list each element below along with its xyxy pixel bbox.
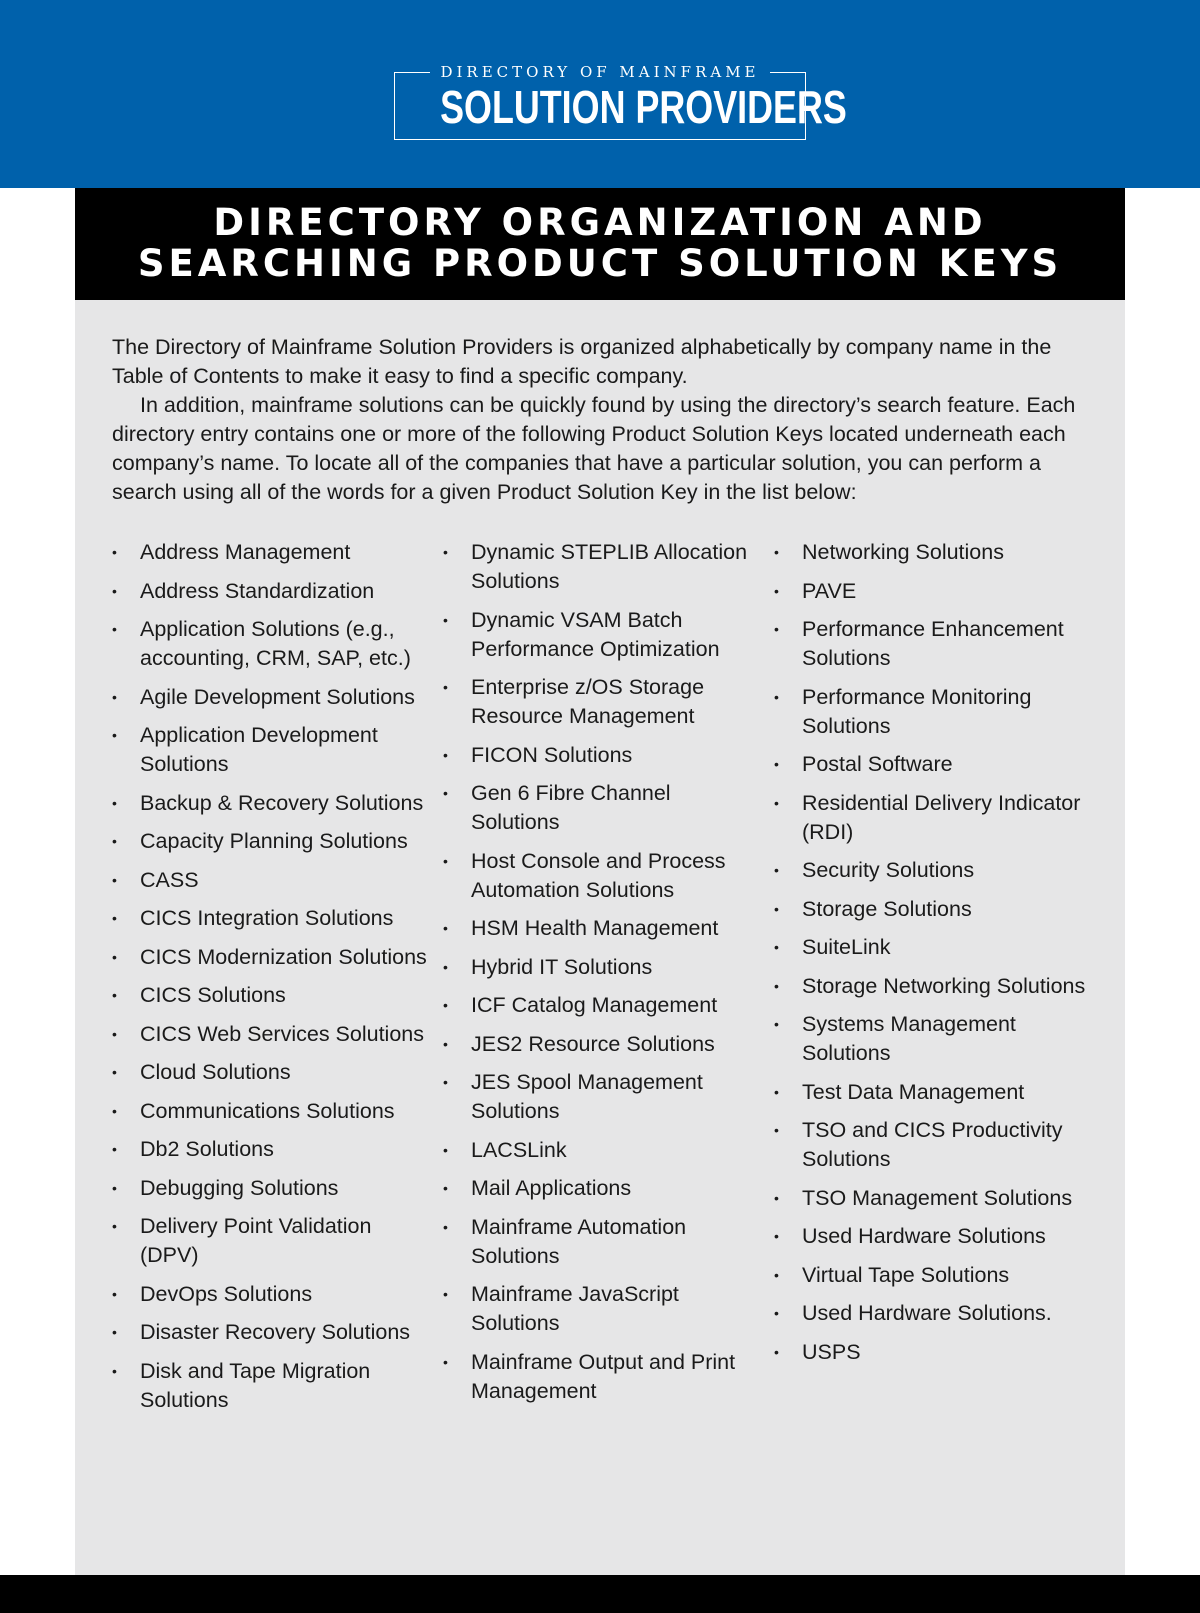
solution-key-label: Performance Enhancement Solutions <box>802 617 1064 670</box>
footer-band <box>0 1575 1200 1613</box>
solution-key-item <box>774 972 1104 1001</box>
page-title-line-2: SEARCHING PRODUCT SOLUTION KEYS <box>137 242 1063 285</box>
title-band <box>75 188 1125 300</box>
bullet-icon: • <box>112 1218 117 1234</box>
solution-key-label: Dynamic STEPLIB Allocation Solutions <box>471 540 748 593</box>
solution-key-item <box>774 895 1104 924</box>
bullet-icon: • <box>443 544 448 560</box>
solution-key-label: Used Hardware Solutions. <box>802 1301 1052 1325</box>
bullet-icon: • <box>774 1122 779 1138</box>
solution-key-label: Dynamic VSAM Batch Performance Optimization <box>471 607 720 661</box>
bullet-icon: • <box>112 1141 117 1157</box>
bullet-icon: • <box>112 582 117 599</box>
solution-key-item <box>774 577 1104 606</box>
solution-key-item <box>443 1068 753 1126</box>
solution-key-label: CICS Integration Solutions <box>140 906 394 930</box>
bullet-icon: • <box>112 1102 117 1119</box>
bullet-icon: • <box>112 948 117 965</box>
bullet-icon: • <box>112 833 117 849</box>
solution-key-label: Residential Delivery Indicator (RDI) <box>802 790 1081 844</box>
bullet-icon: • <box>774 1189 779 1206</box>
bullet-icon: • <box>112 1285 117 1302</box>
bullet-icon: • <box>443 746 448 763</box>
solution-key-label: ICF Catalog Management <box>471 993 718 1017</box>
solution-key-label: Agile Development Solutions <box>140 684 415 709</box>
solution-key-item <box>112 904 430 933</box>
solution-key-item <box>774 683 1104 741</box>
solution-key-label: Gen 6 Fibre Channel Solutions <box>471 781 671 834</box>
bullet-icon: • <box>112 1324 117 1340</box>
bullet-icon: • <box>112 910 117 926</box>
bullet-icon: • <box>443 1286 448 1302</box>
bullet-icon: • <box>443 997 448 1013</box>
solution-key-item <box>774 1116 1104 1174</box>
solution-key-label: JES Spool Management Solutions <box>471 1070 703 1123</box>
bullet-icon: • <box>774 621 779 637</box>
bullet-icon: • <box>112 621 117 637</box>
bullet-icon: • <box>112 1362 117 1379</box>
solution-key-item <box>774 1222 1104 1251</box>
solution-key-item <box>774 1184 1104 1213</box>
bullet-icon: • <box>774 862 779 878</box>
bullet-icon: • <box>774 582 779 599</box>
keys-column-2 <box>443 538 753 1415</box>
solution-key-label: Application Solutions (e.g., accounting, CRM, SAP, etc.) <box>140 617 411 670</box>
solution-key-item <box>112 615 430 673</box>
solution-key-label: SuiteLink <box>802 935 891 959</box>
solution-key-label: Networking Solutions <box>802 540 1004 564</box>
bullet-icon: • <box>112 544 117 560</box>
solution-key-item <box>112 1097 430 1126</box>
bullet-icon: • <box>774 900 779 917</box>
bullet-icon: • <box>774 1083 779 1100</box>
bullet-icon: • <box>774 794 779 811</box>
solution-key-item <box>774 615 1104 673</box>
solution-key-item <box>112 1318 430 1347</box>
solution-key-item <box>443 1280 753 1338</box>
solution-key-label: Disk and Tape Migration Solutions <box>140 1358 371 1412</box>
bullet-icon: • <box>774 688 779 705</box>
solution-key-item <box>443 606 753 664</box>
solution-key-label: Hybrid IT Solutions <box>471 954 653 979</box>
bullet-icon: • <box>112 1025 117 1042</box>
bullet-icon: • <box>443 1353 448 1370</box>
logo-big-text: SOLUTION PROVIDERS <box>440 81 847 133</box>
solution-key-label: Delivery Point Validation (DPV) <box>140 1214 372 1267</box>
solution-key-label: Security Solutions <box>802 858 975 882</box>
solution-key-item <box>443 1213 753 1271</box>
bullet-icon: • <box>774 1228 779 1244</box>
intro-paragraph-1: The Directory of Mainframe Solution Providers is organized alphabetically by company name in the Table of Contents to make it easy to find a specific company. <box>112 335 1052 388</box>
solution-key-label: Postal Software <box>802 752 953 776</box>
bullet-icon: • <box>443 920 448 936</box>
intro-text <box>112 333 1092 507</box>
solution-key-label: Communications Solutions <box>140 1098 395 1123</box>
solution-key-label: Mail Applications <box>471 1176 632 1200</box>
solution-key-label: Host Console and Process Automation Solutions <box>471 848 726 902</box>
keys-column-3 <box>774 538 1104 1376</box>
solution-key-item <box>443 673 753 731</box>
solution-key-item <box>443 1136 753 1165</box>
solution-key-item <box>774 1010 1104 1068</box>
solution-key-item <box>112 866 430 895</box>
solution-key-item <box>443 914 753 943</box>
solution-key-item <box>112 721 430 779</box>
bullet-icon: • <box>443 852 448 869</box>
solution-key-item <box>774 1261 1104 1290</box>
keys-column-1 <box>112 538 430 1424</box>
solution-key-item <box>774 1338 1104 1367</box>
solution-key-item <box>774 750 1104 779</box>
solution-key-item <box>443 741 753 770</box>
bullet-icon: • <box>774 1016 779 1032</box>
solution-key-item <box>443 953 753 982</box>
solution-key-item <box>112 1135 430 1164</box>
bullet-icon: • <box>443 611 448 628</box>
solution-key-item <box>774 1299 1104 1328</box>
solution-key-label: CICS Solutions <box>140 983 286 1007</box>
solution-key-label: Address Management <box>140 540 351 564</box>
bullet-icon: • <box>443 1180 448 1196</box>
solution-key-label: TSO and CICS Productivity Solutions <box>802 1118 1063 1171</box>
bullet-icon: • <box>443 1035 448 1052</box>
solution-key-item <box>112 943 430 972</box>
bullet-icon: • <box>774 977 779 994</box>
logo <box>394 63 847 140</box>
solution-key-item <box>774 933 1104 962</box>
solution-key-label: LACSLink <box>471 1137 567 1162</box>
solution-key-label: DevOps Solutions <box>140 1281 313 1306</box>
bullet-icon: • <box>112 987 117 1003</box>
solution-key-label: Disaster Recovery Solutions <box>140 1320 411 1344</box>
solution-key-label: Mainframe Output and Print Management <box>471 1349 736 1403</box>
solution-key-item <box>112 577 430 606</box>
bullet-icon: • <box>774 939 779 955</box>
solution-key-item <box>443 538 753 596</box>
solution-key-item <box>112 789 430 818</box>
solution-key-item <box>443 1030 753 1059</box>
solution-key-label: Test Data Management <box>802 1079 1025 1104</box>
header-band <box>0 0 1200 188</box>
solution-key-label: Backup & Recovery Solutions <box>140 790 424 815</box>
bullet-icon: • <box>443 785 448 801</box>
bullet-icon: • <box>112 794 117 811</box>
solution-key-item <box>774 856 1104 885</box>
solution-key-label: Address Standardization <box>140 578 375 603</box>
solution-key-label: FICON Solutions <box>471 742 633 767</box>
solution-key-label: Performance Monitoring Solutions <box>802 684 1032 738</box>
solution-key-label: CASS <box>140 867 199 892</box>
solution-key-item <box>774 789 1104 847</box>
bullet-icon: • <box>443 1141 448 1158</box>
solution-key-label: PAVE <box>802 578 857 603</box>
bullet-icon: • <box>112 871 117 888</box>
solution-key-item <box>443 1348 753 1406</box>
solution-key-label: Storage Solutions <box>802 896 972 921</box>
solution-key-label: Virtual Tape Solutions <box>802 1262 1010 1287</box>
solution-key-label: TSO Management Solutions <box>802 1185 1073 1210</box>
solution-key-label: CICS Modernization Solutions <box>140 944 427 969</box>
solution-key-item <box>443 1174 753 1203</box>
solution-key-label: Application Development Solutions <box>140 723 378 776</box>
solution-key-item <box>112 683 430 712</box>
bullet-icon: • <box>774 544 779 560</box>
solution-key-item <box>112 981 430 1010</box>
bullet-icon: • <box>112 688 117 705</box>
solution-key-label: Mainframe JavaScript Solutions <box>471 1282 679 1335</box>
bullet-icon: • <box>443 1074 448 1090</box>
solution-key-label: Capacity Planning Solutions <box>140 829 408 853</box>
solution-key-label: Cloud Solutions <box>140 1060 291 1084</box>
bullet-icon: • <box>112 1064 117 1080</box>
bullet-icon: • <box>774 1305 779 1321</box>
solution-key-label: CICS Web Services Solutions <box>140 1021 424 1046</box>
solution-key-item <box>774 538 1104 567</box>
solution-key-item <box>774 1078 1104 1107</box>
solution-key-item <box>112 1357 430 1415</box>
bullet-icon: • <box>774 1266 779 1283</box>
solution-key-label: Systems Management Solutions <box>802 1012 1016 1065</box>
bullet-icon: • <box>112 1179 117 1196</box>
bullet-icon: • <box>774 1343 779 1360</box>
logo-small-text: DIRECTORY OF MAINFRAME <box>430 63 769 81</box>
bullet-icon: • <box>112 727 117 743</box>
intro-paragraph-2: In addition, mainframe solutions can be quickly found by using the directory’s search feature. Each directory entry contains one or more of the following Product Solution Keys located underneath each company’s name. To locate all of the companies that have a particular solution, you can perform a search using all of the words for a given Product Solution Key in the list below: <box>112 393 1076 504</box>
solution-key-label: HSM Health Management <box>471 916 719 940</box>
solution-key-label: USPS <box>802 1339 861 1364</box>
solution-key-item <box>112 1212 430 1270</box>
solution-key-item <box>112 1280 430 1309</box>
solution-key-label: Db2 Solutions <box>140 1137 274 1161</box>
solution-key-item <box>443 991 753 1020</box>
solution-key-item <box>443 779 753 837</box>
solution-key-item <box>112 1174 430 1203</box>
solution-key-item <box>112 1058 430 1087</box>
solution-key-item <box>112 1020 430 1049</box>
solution-key-label: Storage Networking Solutions <box>802 973 1086 998</box>
bullet-icon: • <box>443 1218 448 1235</box>
solution-key-label: Mainframe Automation Solutions <box>471 1214 687 1268</box>
solution-key-item <box>443 847 753 905</box>
solution-key-label: Enterprise z/OS Storage Resource Management <box>471 675 705 728</box>
solution-key-item <box>112 827 430 856</box>
solution-key-label: Used Hardware Solutions <box>802 1224 1046 1248</box>
bullet-icon: • <box>443 958 448 975</box>
bullet-icon: • <box>774 756 779 772</box>
page-title-line-1: DIRECTORY ORGANIZATION AND <box>213 201 987 244</box>
solution-key-label: Debugging Solutions <box>140 1175 339 1200</box>
solution-key-label: JES2 Resource Solutions <box>471 1031 715 1056</box>
solution-key-item <box>112 538 430 567</box>
bullet-icon: • <box>443 679 448 695</box>
